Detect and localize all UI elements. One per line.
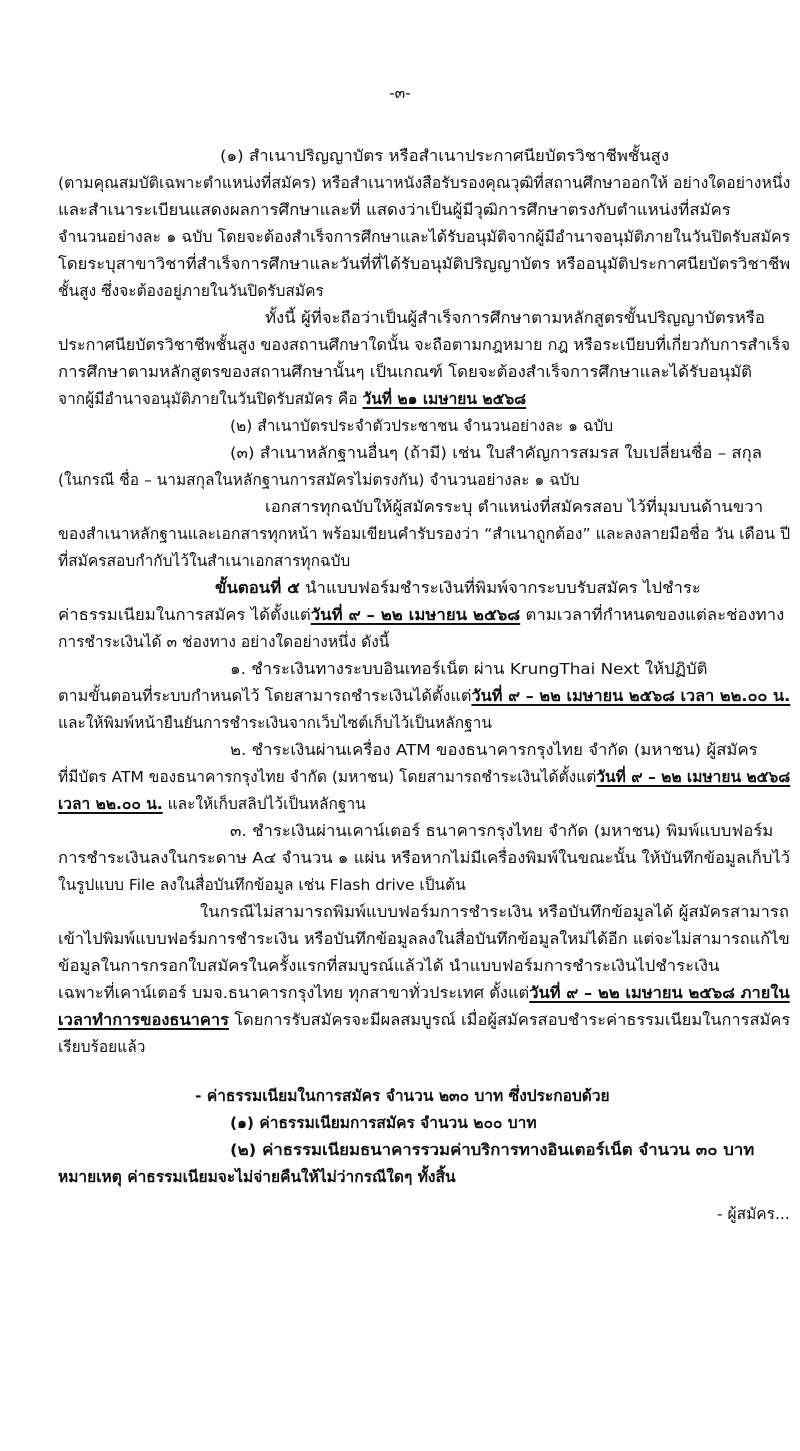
text-segment: และสำเนาระเบียนแสดงผลการศึกษาและที่ แสดงว่าเป็นผู้มีวุฒิการศึกษาตรงกับตำแหน่งที่สมัคร: [58, 201, 731, 219]
text-segment: โดยการรับสมัครจะมีผลสมบูรณ์ เมื่อผู้สมัครสอบชำระค่าธรรมเนียมในการสมัคร: [228, 1011, 791, 1029]
bold-text: ขั้นตอนที่ ๕: [215, 579, 300, 597]
text-segment: ในรูปแบบ File ลงในสื่อบันทึกข้อมูล เช่น Flash drive เป็นต้น: [58, 876, 466, 894]
underlined-text: วันที่ ๙ – ๒๒ เมษายน ๒๕๖๘: [596, 768, 791, 786]
text-line: [265, 494, 763, 520]
underlined-text: วันที่ ๒๑ เมษายน ๒๕๖๘: [362, 390, 527, 408]
text-line: [58, 872, 466, 898]
text-line: [58, 386, 526, 412]
text-segment: ในกรณีไม่สามารถพิมพ์แบบฟอร์มการชำระเงิน หรือบันทึกข้อมูลได้ ผู้สมัครสามารถ: [200, 903, 790, 921]
text-segment: ตามขั้นตอนที่ระบบกำหนดไว้ โดยสามารถชำระเงินได้ตั้งแต่: [58, 687, 472, 705]
text-line: [58, 1034, 145, 1060]
text-line: [58, 224, 790, 250]
text-segment: การชำระเงินลงในกระดาษ A๔ จำนวน ๑ แผ่น หรือหากไม่มีเครื่องพิมพ์ในขณะนั้น ให้บันทึกข้อมูลเก็บไว้: [58, 849, 791, 867]
text-segment: ประกาศนียบัตรวิชาชีพชั้นสูง ของสถานศึกษาใดนั้น จะถือตามกฎหมาย กฎ หรือระเบียบที่เกี่ยวกับการสำเร็จ: [58, 336, 791, 354]
text-segment: และให้พิมพ์หน้ายืนยันการชำระเงินจากเว็บไซต์เก็บไว้เป็นหลักฐาน: [58, 714, 492, 732]
text-segment: เอกสารทุกฉบับให้ผู้สมัครระบุ ตำแหน่งที่สมัครสอบ ไว้ที่มุมบนด้านขวา: [265, 498, 764, 516]
text-line: [58, 683, 790, 709]
text-segment: และให้เก็บสลิปไว้เป็นหลักฐาน: [162, 795, 366, 813]
text-segment: ของสำเนาหลักฐานและเอกสารทุกหน้า พร้อมเขียนคำรับรองว่า “สำเนาถูกต้อง” และลงลายมือชื่อ วัน เดือน ปี: [58, 525, 791, 543]
text-line: [58, 359, 752, 385]
text-line: [265, 305, 765, 331]
text-line: [230, 818, 773, 844]
text-segment: โดยระบุสาขาวิชาที่สำเร็จการศึกษาและวันที่ที่ได้รับอนุมัติปริญญาบัตร หรืออนุมัติประกาศนียบัตรวิชาชีพ: [58, 255, 791, 273]
text-line: [58, 791, 366, 817]
text-line: [58, 548, 350, 574]
text-line: [58, 629, 389, 655]
text-line: [58, 251, 790, 277]
text-line: [58, 980, 790, 1006]
text-line: [220, 143, 669, 169]
text-segment: (ตามคุณสมบัติเฉพาะตำแหน่งที่สมัคร) หรือสำเนาหนังสือรับรองคุณวุฒิที่สถานศึกษาออกให้ อย่างใดอย่างหนึ่ง: [58, 174, 791, 192]
text-segment: เฉพาะที่เคาน์เตอร์ บมจ.ธนาคารกรุงไทย ทุกสาขาทั่วประเทศ ตั้งแต่: [58, 984, 530, 1002]
text-line: [58, 521, 790, 547]
text-line: [200, 899, 789, 925]
text-segment: ตามเวลาที่กำหนดของแต่ละช่องทาง: [520, 606, 785, 624]
text-line: [58, 467, 579, 493]
text-segment: ๑. ชำระเงินทางระบบอินเทอร์เน็ต ผ่าน KrungThai Next ให้ปฏิบัติ: [230, 660, 708, 678]
underlined-text: วันที่ ๙ – ๒๒ เมษายน ๒๕๖๘: [310, 606, 521, 624]
text-line: [230, 1110, 537, 1136]
page-number: -๓-: [389, 84, 411, 102]
underlined-text: เวลา ๒๒.๐๐ น.: [58, 795, 163, 813]
text-segment: ที่มีบัตร ATM ของธนาคารกรุงไทย จำกัด (มหาชน) โดยสามารถชำระเงินได้ตั้งแต่: [58, 768, 597, 786]
text-line: [195, 1083, 610, 1109]
text-segment: ข้อมูลในการกรอกใบสมัครในครั้งแรกที่สมบูรณ์แล้วได้ นำแบบฟอร์มการชำระเงินไปชำระเงิน: [58, 957, 720, 975]
text-line: [230, 737, 758, 763]
text-segment: (๒) สำเนาบัตรประจำตัวประชาชน จำนวนอย่างละ ๑ ฉบับ: [230, 417, 614, 435]
text-segment: นำแบบฟอร์มชำระเงินที่พิมพ์จากระบบรับสมัคร ไปชำระ: [299, 579, 701, 597]
text-segment: ชั้นสูง ซึ่งจะต้องอยู่ภายในวันปิดรับสมัคร: [58, 282, 324, 300]
text-line: [58, 602, 784, 628]
text-line: [58, 953, 719, 979]
text-segment: ทั้งนี้ ผู้ที่จะถือว่าเป็นผู้สำเร็จการศึกษาตามหลักสูตรขั้นปริญญาบัตรหรือ: [265, 309, 765, 327]
text-line: [58, 197, 731, 223]
text-segment: จากผู้มีอำนาจอนุมัติภายในวันปิดรับสมัคร คือ: [58, 390, 363, 408]
text-segment: (๓) สำเนาหลักฐานอื่นๆ (ถ้ามี) เช่น ใบสำคัญการสมรส ใบเปลี่ยนชื่อ – สกุล: [230, 444, 763, 462]
text-line: [717, 1201, 790, 1227]
text-line: [58, 926, 790, 952]
text-segment: ที่สมัครสอบกำกับไว้ในสำเนาเอกสารทุกฉบับ: [58, 552, 351, 570]
underlined-text: เวลาทำการของธนาคาร: [58, 1011, 229, 1029]
text-line: [58, 278, 324, 304]
text-line: [230, 656, 707, 682]
text-line: [230, 1137, 754, 1163]
text-line: [58, 845, 790, 871]
text-segment: ค่าธรรมเนียมในการสมัคร ได้ตั้งแต่: [58, 606, 311, 624]
text-segment: เข้าไปพิมพ์แบบฟอร์มการชำระเงิน หรือบันทึกข้อมูลลงในสื่อบันทึกข้อมูลใหม่ได้อีก แต่จะไม่สามารถแก้ไข: [58, 930, 790, 948]
text-line: [58, 170, 790, 196]
text-segment: การชำระเงินได้ ๓ ช่องทาง อย่างใดอย่างหนึ่ง ดังนี้: [58, 633, 390, 651]
bold-text: หมายเหตุ ค่าธรรมเนียมจะไม่จ่ายคืนให้ไม่ว่ากรณีใดๆ ทั้งสิ้น: [58, 1168, 456, 1186]
text-segment: ๓. ชำระเงินผ่านเคาน์เตอร์ ธนาคารกรุงไทย จำกัด (มหาชน) พิมพ์แบบฟอร์ม: [230, 822, 774, 840]
text-segment: (๑) สำเนาปริญญาบัตร หรือสำเนาประกาศนียบัตรวิชาชีพชั้นสูง: [220, 147, 670, 165]
bold-text: (๒) ค่าธรรมเนียมธนาคารรวมค่าบริการทางอินเตอร์เน็ต จำนวน ๓๐ บาท: [230, 1141, 755, 1159]
text-line: [230, 413, 613, 439]
underlined-text: วันที่ ๙ – ๒๒ เมษายน ๒๕๖๘ ภายใน: [529, 984, 790, 1002]
text-line: [58, 332, 790, 358]
text-line: [215, 575, 701, 601]
text-segment: เรียบร้อยแล้ว: [58, 1038, 146, 1056]
bold-text: - ค่าธรรมเนียมในการสมัคร จำนวน ๒๓๐ บาท ซึ่งประกอบด้วย: [195, 1087, 610, 1105]
text-segment: การศึกษาตามหลักสูตรของสถานศึกษานั้นๆ เป็นเกณฑ์ โดยจะต้องสำเร็จการศึกษาและได้รับอนุมัติ: [58, 363, 752, 381]
bold-text: (๑) ค่าธรรมเนียมการสมัคร จำนวน ๒๐๐ บาท: [230, 1114, 537, 1132]
text-line: [58, 1007, 790, 1033]
text-line: [58, 1164, 456, 1190]
text-line: [230, 440, 762, 466]
underlined-text: วันที่ ๙ – ๒๒ เมษายน ๒๕๖๘ เวลา ๒๒.๐๐ น.: [471, 687, 791, 705]
text-line: [58, 710, 492, 736]
text-segment: - ผู้สมัคร...: [717, 1205, 790, 1223]
text-segment: จำนวนอย่างละ ๑ ฉบับ โดยจะต้องสำเร็จการศึกษาและได้รับอนุมัติจากผู้มีอำนาจอนุมัติภายในวันปิดรับสมัคร: [58, 228, 791, 246]
text-line: [58, 764, 790, 790]
text-segment: (ในกรณี ชื่อ – นามสกุลในหลักฐานการสมัครไม่ตรงกัน) จำนวนอย่างละ ๑ ฉบับ: [58, 471, 580, 489]
text-segment: ๒. ชำระเงินผ่านเครื่อง ATM ของธนาคารกรุงไทย จำกัด (มหาชน) ผู้สมัคร: [230, 741, 758, 759]
